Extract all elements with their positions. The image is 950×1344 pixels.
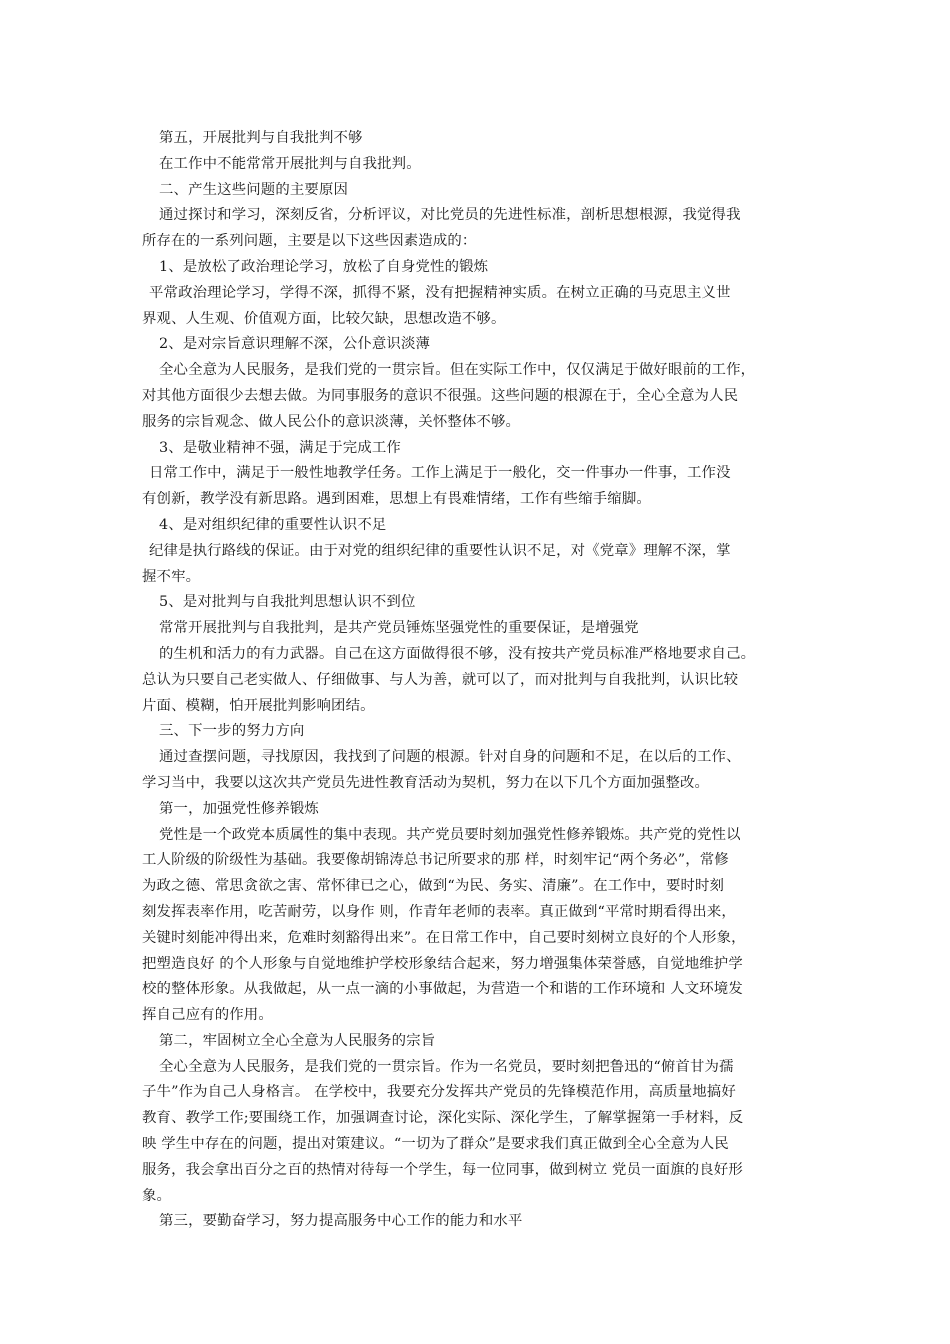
text-line: 界观、人生观、价值观方面，比较欠缺，思想改造不够。 (142, 310, 506, 327)
text-line: 党性是一个政党本质属性的集中表现。共产党员要时刻加强党性修养锻炼。共产党的党性以 (159, 826, 741, 843)
text-line: 通过查摆问题，寻找原因，我找到了问题的根源。针对自身的问题和不足，在以后的工作、 (159, 749, 741, 766)
text-line: 教育、教学工作;要围绕工作，加强调查讨论，深化实际、深化学生，了解掌握第一手材料，反 (142, 1110, 744, 1127)
text-line: 握不牢。 (142, 568, 201, 585)
text-line: 4、是对组织纪律的重要性认识不足 (159, 516, 387, 533)
text-line: 工人阶级的阶级性为基础。我要像胡锦涛总书记所要求的那 样，时刻牢记“两个务必”，常修 (142, 852, 729, 869)
text-line: 有创新，教学没有新思路。遇到困难，思想上有畏难情绪，工作有些缩手缩脚。 (142, 491, 651, 508)
text-line: 校的整体形象。从我做起，从一点一滴的小事做起，为营造一个和谐的工作环境和 人文环境发 (142, 981, 743, 998)
text-line: 5、是对批判与自我批判思想认识不到位 (159, 594, 416, 611)
text-line: 子牛”作为自己人身格言。 在学校中，我要充分发挥共产党员的先锋模范作用，高质量地搞好 (142, 1084, 736, 1101)
text-line: 第五，开展批判与自我批判不够 (159, 130, 363, 146)
text-line: 2、是对宗旨意识理解不深，公仆意识淡薄 (159, 336, 431, 353)
text-line: 在工作中不能常常开展批判与自我批判。 (159, 155, 421, 172)
text-line: 为政之德、常思贪欲之害、常怀律已之心，做到“为民、务实、清廉”。在工作中，要时时刻 (142, 878, 725, 895)
text-line: 日常工作中，满足于一般性地教学任务。工作上满足于一般化，交一件事办一件事，工作没 (149, 465, 731, 482)
text-line: 3、是敬业精神不强，满足于完成工作 (159, 439, 401, 456)
text-line: 挥自己应有的作用。 (142, 1007, 273, 1024)
text-line: 片面、模糊，怕开展批判影响团结。 (142, 697, 375, 714)
text-line: 服务的宗旨观念、做人民公仆的意识淡薄，关怀整体不够。 (142, 413, 521, 430)
text-line: 1、是放松了政治理论学习，放松了自身党性的锻炼 (159, 258, 489, 275)
text-line: 总认为只要自己老实做人、仔细做事、与人为善，就可以了，而对批判与自我批判，认识比较 (142, 671, 739, 688)
text-line: 学习当中，我要以这次共产党员先进性教育活动为契机，努力在以下几个方面加强整改。 (142, 774, 710, 791)
text-line: 把塑造良好 的个人形象与自觉地维护学校形象结合起来，努力增强集体荣誉感，自觉地维护学 (142, 955, 743, 972)
text-line: 对其他方面很少去想去做。为同事服务的意识不很强。这些问题的根源在于，全心全意为人民 (142, 387, 739, 404)
text-line: 象。 (142, 1187, 172, 1204)
text-line: 第一，加强党性修养锻炼 (159, 800, 319, 817)
text-line: 第二，牢固树立全心全意为人民服务的宗旨 (159, 1032, 436, 1049)
text-line: 服务，我会拿出百分之百的热情对待每一个学生，每一位同事，做到树立 党员一面旗的良好形 (142, 1161, 743, 1178)
text-line: 所存在的一系列问题，主要是以下这些因素造成的： (142, 233, 477, 250)
text-line: 全心全意为人民服务，是我们党的一贯宗旨。作为一名党员，要时刻把鲁迅的“俯首甘为孺 (159, 1058, 734, 1075)
text-line: 全心全意为人民服务，是我们党的一贯宗旨。但在实际工作中，仅仅满足于做好眼前的工作， (159, 362, 756, 379)
text-line: 通过探讨和学习，深刻反省，分析评议，对比党员的先进性标准，剖析思想根源，我觉得我 (159, 207, 741, 224)
text-line: 常常开展批判与自我批判，是共产党员锤炼坚强党性的重要保证，是增强党 (159, 620, 639, 637)
document-body (142, 126, 810, 1235)
text-line: 二、产生这些问题的主要原因 (159, 181, 349, 198)
text-line: 映 学生中存在的问题，提出对策建议。“一切为了群众”是要求我们真正做到全心全意为人民 (142, 1136, 729, 1153)
text-line: 的生机和活力的有力武器。自己在这方面做得很不够，没有按共产党员标准严格地要求自己。 (159, 645, 756, 662)
text-line: 关键时刻能冲得出来，危难时刻豁得出来”。在日常工作中，自己要时刻树立良好的个人形象， (142, 929, 746, 946)
text-line: 三、下一步的努力方向 (159, 723, 305, 740)
text-line: 平常政治理论学习，学得不深，抓得不紧，没有把握精神实质。在树立正确的马克思主义世 (149, 284, 731, 301)
text-line: 纪律是执行路线的保证。由于对党的组织纪律的重要性认识不足，对《党章》理解不深，掌 (149, 542, 731, 559)
text-line: 第三，要勤奋学习，努力提高服务中心工作的能力和水平 (159, 1213, 523, 1230)
text-line: 刻发挥表率作用，吃苦耐劳，以身作 则，作青年老师的表率。真正做到“平常时期看得出来， (142, 903, 736, 920)
